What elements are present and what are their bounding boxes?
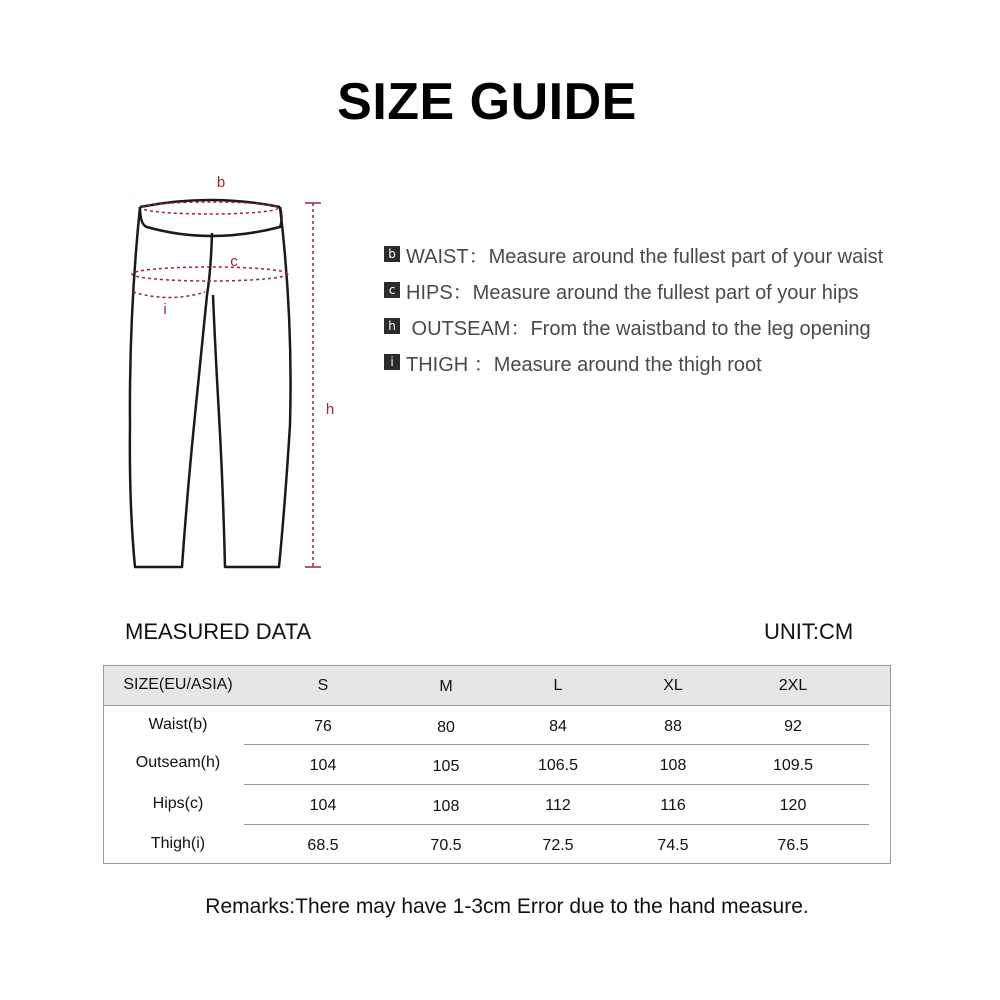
header-s: S xyxy=(317,677,329,694)
row-label-outseam: Outseam(h) xyxy=(135,754,221,771)
table-cell: 88 xyxy=(664,718,682,735)
header-l: L xyxy=(553,677,563,694)
table-cell: 109.5 xyxy=(772,757,814,774)
table-cell: 76 xyxy=(314,718,332,735)
header-2xl: 2XL xyxy=(778,677,808,694)
row-label-hips: Hips(c) xyxy=(152,795,204,812)
table-cell: 92 xyxy=(784,718,802,735)
table-cell: 76.5 xyxy=(777,837,809,854)
table-cell: 106.5 xyxy=(537,757,579,774)
table-cell: 112 xyxy=(545,797,571,814)
thigh-measure-line xyxy=(133,292,205,298)
header-size: SIZE(EU/ASIA) xyxy=(123,676,233,693)
size-table xyxy=(103,665,891,864)
pants-outline xyxy=(130,200,291,567)
legend-item-thigh xyxy=(384,344,984,380)
table-cell: 104 xyxy=(309,797,337,814)
pants-diagram xyxy=(115,165,355,585)
legend-key-i: i xyxy=(384,354,400,370)
table-cell: 105 xyxy=(432,758,460,775)
legend-item-outseam xyxy=(384,308,984,344)
legend-item-waist xyxy=(384,236,984,272)
table-cell: 84 xyxy=(549,718,567,735)
table-cell: 108 xyxy=(659,757,687,774)
legend-text-hips: HIPS：Measure around the fullest part of your hips xyxy=(406,281,859,304)
remarks-text: Remarks:There may have 1-3cm Error due to the hand measure. xyxy=(205,895,809,918)
waist-measure-line xyxy=(142,202,278,214)
legend-text-waist: WAIST：Measure around the fullest part of your waist xyxy=(406,245,884,268)
unit-label: UNIT:CM xyxy=(764,619,854,644)
row-divider xyxy=(244,784,869,785)
table-cell: 116 xyxy=(660,797,686,814)
row-label-waist: Waist(b) xyxy=(148,716,208,733)
table-cell: 74.5 xyxy=(657,837,689,854)
table-cell: 70.5 xyxy=(430,837,462,854)
legend-text-thigh: THIGH ：Measure around the thigh root xyxy=(406,353,762,376)
table-cell: 120 xyxy=(779,797,807,814)
page-title: SIZE GUIDE xyxy=(337,73,637,131)
table-cell: 104 xyxy=(309,757,337,774)
table-cell: 80 xyxy=(437,719,455,736)
legend-key-b: b xyxy=(384,246,400,262)
row-label-thigh: Thigh(i) xyxy=(150,835,206,852)
table-cell: 72.5 xyxy=(542,837,574,854)
measurement-legend xyxy=(384,236,984,380)
table-cell: 108 xyxy=(432,798,460,815)
header-xl: XL xyxy=(663,677,683,694)
label-b: b xyxy=(216,174,226,191)
legend-key-c: c xyxy=(384,282,400,298)
row-divider xyxy=(244,824,869,825)
row-divider xyxy=(244,744,869,745)
label-c: c xyxy=(230,253,238,270)
measured-data-label: MEASURED DATA xyxy=(125,619,312,644)
legend-item-hips xyxy=(384,272,984,308)
legend-text-outseam: OUTSEAM：From the waistband to the leg opening xyxy=(406,317,871,340)
label-i: i xyxy=(163,301,167,318)
label-h: h xyxy=(325,401,335,418)
header-m: M xyxy=(439,678,453,695)
table-cell: 68.5 xyxy=(307,837,339,854)
legend-key-h: h xyxy=(384,318,400,334)
